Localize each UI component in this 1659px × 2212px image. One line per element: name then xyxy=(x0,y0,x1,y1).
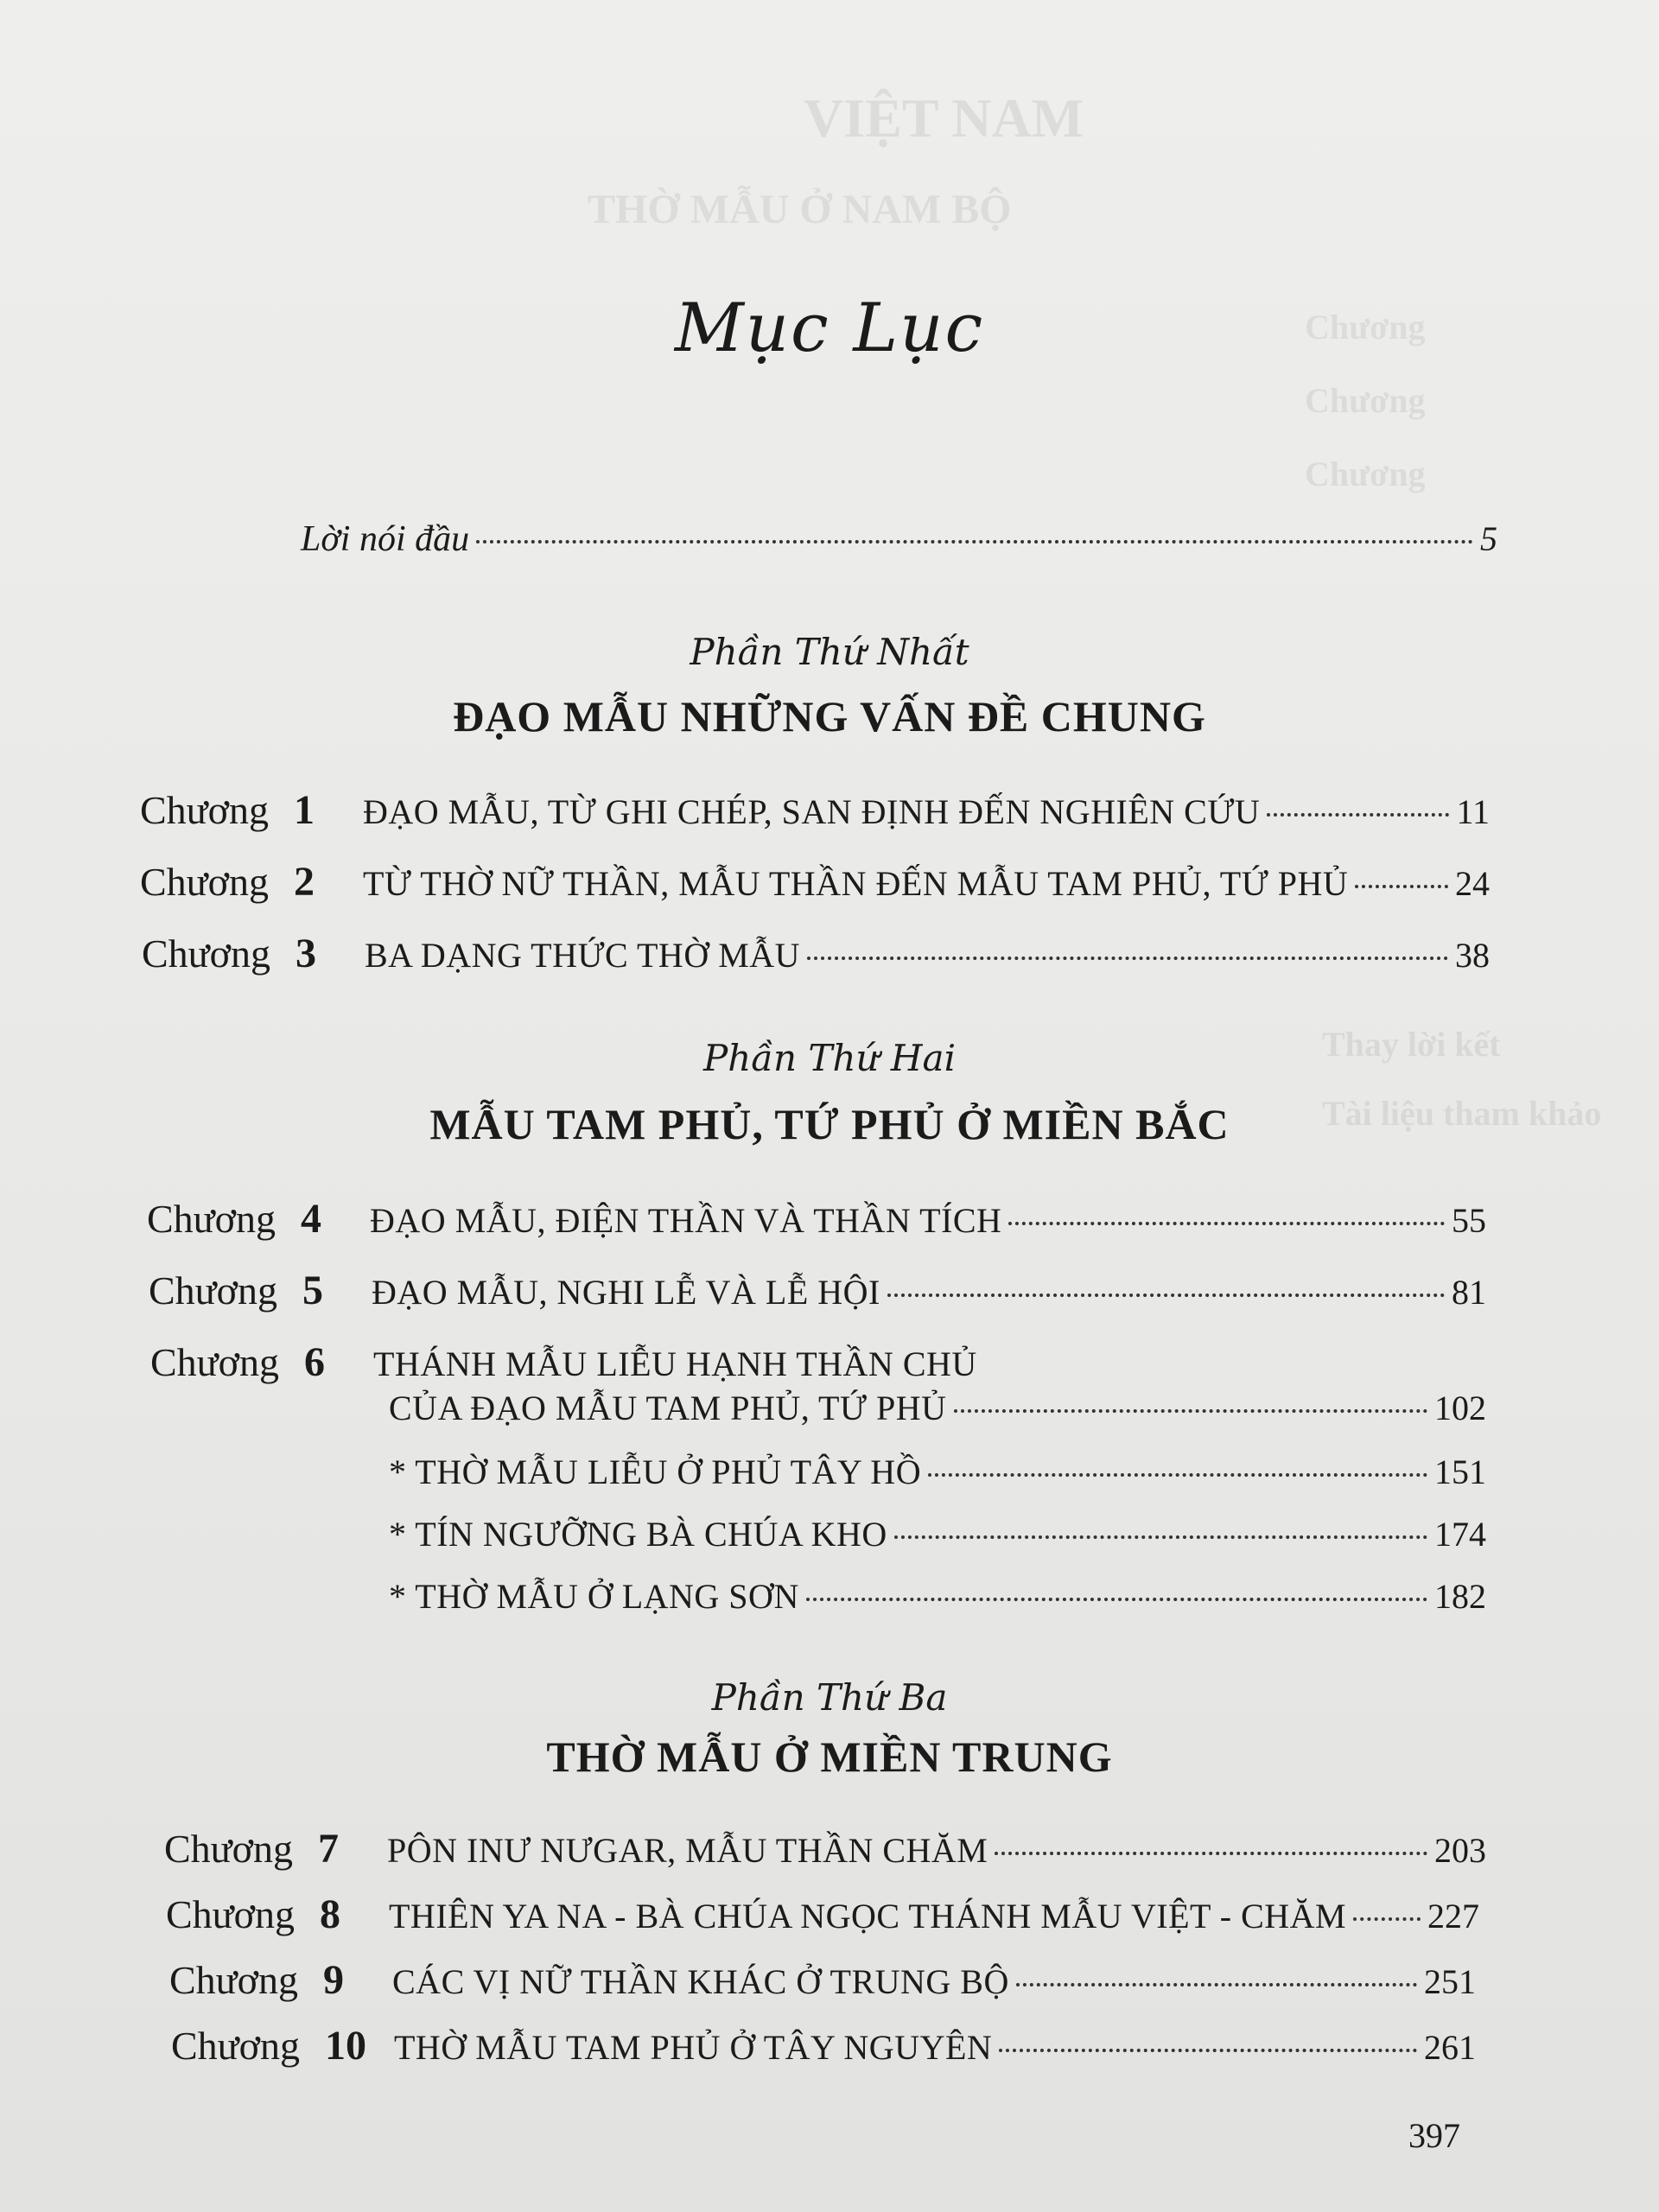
bleed-through-text: VIỆT NAM xyxy=(804,87,1084,149)
bleed-through-text: Thay lời kết xyxy=(1322,1025,1501,1064)
chapter-word: Chương xyxy=(149,1268,277,1313)
dot-leader xyxy=(806,1598,1427,1601)
page-number: 251 xyxy=(1424,1962,1476,2001)
preface-label: Lời nói đầu xyxy=(301,519,470,559)
chapter-word: Chương xyxy=(171,2024,300,2068)
chapter-word: Chương xyxy=(150,1340,279,1384)
toc-entry xyxy=(150,1338,1486,1386)
toc-entry xyxy=(171,2022,1476,2069)
part-label: Phần Thứ Ba xyxy=(711,1676,948,1719)
dot-leader xyxy=(1016,1983,1417,1986)
chapter-number: 1 xyxy=(294,787,315,833)
dot-leader xyxy=(954,1409,1428,1413)
chapter-number: 7 xyxy=(318,1826,339,1872)
toc-entry xyxy=(140,786,1490,834)
chapter-word: Chương xyxy=(147,1197,276,1241)
chapter-number: 8 xyxy=(320,1891,340,1937)
part-title: THỜ MẪU Ở MIỀN TRUNG xyxy=(546,1732,1113,1781)
chapter-title: ĐẠO MẪU, ĐIỆN THẦN VÀ THẦN TÍCH xyxy=(370,1201,1002,1240)
dot-leader xyxy=(995,1852,1427,1855)
dot-leader xyxy=(1008,1222,1445,1225)
dot-leader xyxy=(1353,1917,1421,1921)
toc-entry-continuation xyxy=(389,1388,1486,1428)
toc-subentry xyxy=(389,1576,1486,1617)
bleed-through-text: Chương xyxy=(1305,381,1426,420)
page-number: 182 xyxy=(1434,1577,1486,1616)
page-number: 102 xyxy=(1434,1389,1486,1427)
chapter-number: 4 xyxy=(301,1196,321,1242)
chapter-number: 6 xyxy=(304,1339,325,1385)
page-number: 24 xyxy=(1455,864,1490,903)
subentry-title: * THỜ MẪU Ở LẠNG SƠN xyxy=(389,1577,799,1616)
subentry-title: * THỜ MẪU LIỄU Ở PHỦ TÂY HỒ xyxy=(389,1452,922,1491)
part-label: Phần Thứ Hai xyxy=(702,1037,956,1079)
bleed-through-text: Tài liệu tham khảo xyxy=(1322,1094,1602,1133)
chapter-title: PÔN INƯ NƯGAR, MẪU THẦN CHĂM xyxy=(387,1831,988,1870)
page-number: 81 xyxy=(1452,1273,1486,1312)
folio-page-number: 397 xyxy=(1408,2116,1460,2155)
toc-entry xyxy=(164,1825,1486,1872)
chapter-title: ĐẠO MẪU, NGHI LỄ VÀ LỄ HỘI xyxy=(372,1273,880,1312)
part-title: MẪU TAM PHỦ, TỨ PHỦ Ở MIỀN BẮC xyxy=(429,1100,1230,1148)
chapter-number: 10 xyxy=(325,2023,366,2069)
chapter-number: 3 xyxy=(296,931,316,976)
chapter-title: TỪ THỜ NỮ THẦN, MẪU THẦN ĐẾN MẪU TAM PHỦ, TỨ PHỦ xyxy=(363,864,1349,903)
dot-leader xyxy=(894,1535,1427,1539)
chapter-title: THÁNH MẪU LIỄU HẠNH THẦN CHỦ xyxy=(373,1344,977,1383)
toc-entry xyxy=(142,930,1490,977)
toc-subentry xyxy=(389,1452,1486,1492)
bleed-through-text: Chương xyxy=(1305,308,1426,346)
page-number: 151 xyxy=(1434,1452,1486,1491)
toc-subentry xyxy=(389,1514,1486,1554)
dot-leader xyxy=(807,957,1448,960)
toc-entry xyxy=(140,858,1490,906)
dot-leader xyxy=(887,1294,1445,1297)
chapter-word: Chương xyxy=(142,931,270,976)
page-number: 38 xyxy=(1455,936,1490,975)
chapter-number: 9 xyxy=(323,1957,344,2003)
page-number: 227 xyxy=(1427,1897,1479,1936)
page-number: 203 xyxy=(1434,1831,1486,1870)
toc-entry xyxy=(149,1267,1486,1314)
chapter-title: THỜ MẪU TAM PHỦ Ở TÂY NGUYÊN xyxy=(394,2028,993,2067)
dot-leader xyxy=(928,1473,1427,1477)
bleed-through-text: Chương xyxy=(1305,454,1426,493)
toc-entry xyxy=(169,1956,1476,2004)
chapter-word: Chương xyxy=(140,788,269,832)
chapter-title: CỦA ĐẠO MẪU TAM PHỦ, TỨ PHỦ xyxy=(389,1389,947,1427)
page-number: 174 xyxy=(1434,1515,1486,1554)
dot-leader xyxy=(999,2049,1417,2052)
dot-leader xyxy=(476,540,1473,543)
page-number: 55 xyxy=(1452,1201,1486,1240)
part-title: ĐẠO MẪU NHỮNG VẤN ĐỀ CHUNG xyxy=(453,692,1206,741)
chapter-number: 5 xyxy=(302,1268,323,1313)
page-number: 11 xyxy=(1456,792,1490,831)
toc-entry xyxy=(147,1195,1486,1243)
chapter-number: 2 xyxy=(294,859,315,905)
toc-entry xyxy=(166,1891,1479,1938)
page-title: Mục Lục xyxy=(674,289,985,367)
dot-leader xyxy=(1355,885,1448,888)
page-number: 5 xyxy=(1480,519,1497,558)
subentry-title: * TÍN NGƯỠNG BÀ CHÚA KHO xyxy=(389,1515,887,1554)
chapter-title: CÁC VỊ NỮ THẦN KHÁC Ở TRUNG BỘ xyxy=(392,1962,1009,2001)
chapter-word: Chương xyxy=(164,1827,293,1871)
chapter-title: BA DẠNG THỨC THỜ MẪU xyxy=(365,936,801,975)
part-label: Phần Thứ Nhất xyxy=(690,631,969,673)
page-number: 261 xyxy=(1424,2028,1476,2067)
chapter-word: Chương xyxy=(166,1892,295,1936)
chapter-word: Chương xyxy=(140,860,269,904)
chapter-title: THIÊN YA NA - BÀ CHÚA NGỌC THÁNH MẪU VIỆT - CHĂM xyxy=(389,1897,1347,1936)
dot-leader xyxy=(1267,813,1449,817)
toc-preface xyxy=(301,518,1497,560)
bleed-through-text: THỜ MẪU Ở NAM BỘ xyxy=(588,187,1012,232)
chapter-title: ĐẠO MẪU, TỪ GHI CHÉP, SAN ĐỊNH ĐẾN NGHIÊN CỨU xyxy=(363,792,1261,831)
chapter-word: Chương xyxy=(169,1958,298,2002)
